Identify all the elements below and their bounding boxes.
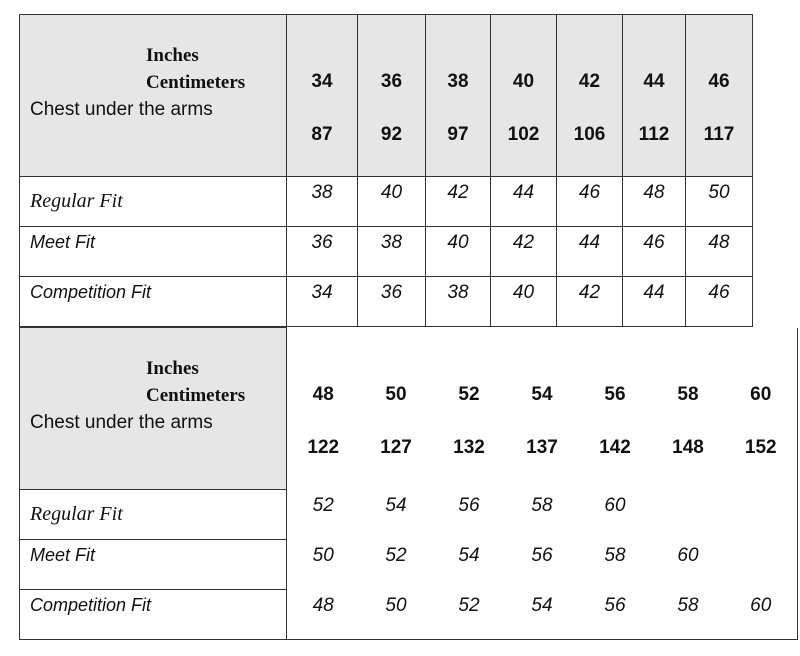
size-column-header [433,328,506,490]
size-centimeters: 132 [453,436,485,458]
size-centimeters: 112 [638,124,670,145]
table-cell: 34 [287,277,358,327]
table-cell: 56 [579,590,652,640]
size-inches: 58 [677,383,699,405]
size-centimeters: 127 [380,436,412,458]
header-label-cell [20,328,287,490]
table-cell: 38 [358,227,426,277]
size-inches: 42 [578,71,601,92]
table-cell: 54 [360,490,433,540]
table-cell: 52 [433,590,506,640]
table-cell: 60 [579,490,652,540]
table-cell: 58 [579,540,652,590]
size-column-header [557,15,623,177]
size-column-header [358,15,426,177]
table-cell: 56 [506,540,579,590]
table-cell [725,490,798,540]
size-centimeters: 152 [744,436,777,458]
competition-fit-row [20,590,798,640]
size-centimeters: 102 [507,124,540,145]
meet-fit-row [20,540,798,590]
size-column-header [426,15,491,177]
centimeters-label: Centimeters [146,72,246,93]
table-cell: 46 [623,227,686,277]
table-cell: 58 [506,490,579,540]
size-centimeters: 106 [573,124,606,145]
size-inches: 48 [312,383,334,405]
size-inches: 56 [604,383,626,405]
size-inches: 52 [458,383,480,405]
size-column-header [491,15,557,177]
table-cell: 40 [358,177,426,227]
size-centimeters: 117 [703,124,735,145]
size-inches: 36 [380,71,403,92]
table-cell: 44 [491,177,557,227]
table-cell: 50 [287,540,360,590]
inches-label: Inches [146,45,199,66]
size-column-header [579,328,652,490]
size-inches: 54 [531,383,553,405]
size-centimeters: 142 [599,436,631,458]
size-column-header [686,15,753,177]
regular-fit-row [20,490,798,540]
regular-fit-label: Regular Fit [20,490,287,540]
meet-fit-label: Meet Fit [20,540,287,590]
size-centimeters: 92 [380,124,403,145]
meet-fit-row [20,227,753,277]
header-row [20,15,753,177]
table-cell: 56 [433,490,506,540]
size-centimeters: 137 [526,436,558,458]
table-cell: 38 [426,277,491,327]
table-cell: 42 [426,177,491,227]
table-cell: 58 [652,590,725,640]
size-inches: 40 [512,71,535,92]
competition-fit-label: Competition Fit [20,277,287,327]
size-column-header [652,328,725,490]
competition-fit-label: Competition Fit [20,590,287,640]
size-column-header [725,328,798,490]
table-cell: 44 [557,227,623,277]
table-cell: 40 [491,277,557,327]
table-cell: 54 [506,590,579,640]
size-centimeters: 87 [311,124,333,145]
size-centimeters: 148 [672,436,704,458]
table-cell: 52 [360,540,433,590]
size-column-header [506,328,579,490]
size-centimeters: 97 [447,124,469,145]
table-cell: 38 [287,177,358,227]
table-cell [652,490,725,540]
regular-fit-label: Regular Fit [20,177,287,227]
table-cell: 44 [623,277,686,327]
table-cell: 46 [686,277,753,327]
table-cell: 36 [358,277,426,327]
table-cell: 36 [287,227,358,277]
size-inches: 46 [708,71,730,92]
header-label-cell [20,15,287,177]
size-inches: 50 [385,383,407,405]
table-cell: 60 [725,590,798,640]
chest-label: Chest under the arms [30,412,213,433]
chest-label: Chest under the arms [30,99,213,120]
size-column-header [360,328,433,490]
table-cell: 48 [287,590,360,640]
table-cell: 54 [433,540,506,590]
size-chart-table-top [19,14,753,327]
table-cell: 50 [360,590,433,640]
table-cell: 60 [652,540,725,590]
table-cell: 46 [557,177,623,227]
size-inches: 60 [750,383,772,405]
table-cell: 40 [426,227,491,277]
size-chart-table-bottom [19,327,798,640]
header-row [20,328,798,490]
table-cell: 42 [557,277,623,327]
meet-fit-label: Meet Fit [20,227,287,277]
centimeters-label: Centimeters [146,385,246,406]
table-cell: 50 [686,177,753,227]
competition-fit-row [20,277,753,327]
table-cell: 48 [623,177,686,227]
regular-fit-row [20,177,753,227]
size-inches: 38 [447,71,469,92]
table-cell: 48 [686,227,753,277]
size-column-header [287,15,358,177]
size-column-header [623,15,686,177]
size-column-header [287,328,360,490]
table-cell [725,540,798,590]
size-centimeters: 122 [307,436,340,458]
table-cell: 42 [491,227,557,277]
inches-label: Inches [146,358,199,379]
size-inches: 34 [311,71,333,92]
table-cell: 52 [287,490,360,540]
size-inches: 44 [643,71,665,92]
